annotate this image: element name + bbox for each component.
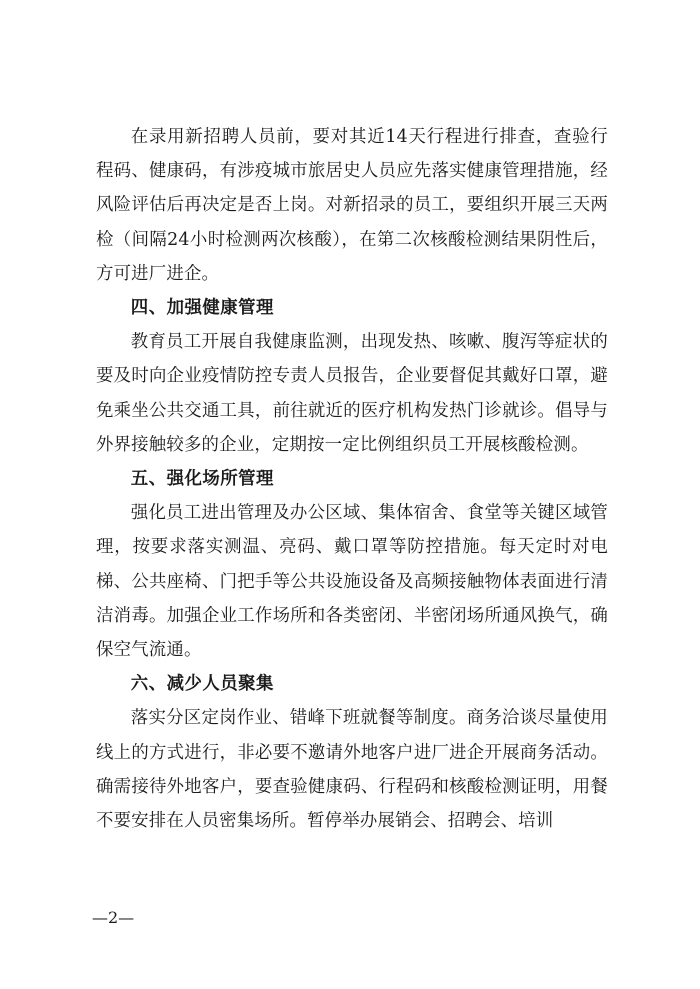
paragraph-venue-disinfection: 强化员工进出管理及办公区域、集体宿舍、食堂等关键区域管理，按要求落实测温、亮码、戴口罩等防控措施。每天定时对电梯、公共座椅、门把手等公共设施设备及高频接触物体表面进行清洁消毒。加强企业工作场所和各类密闭、半密闭场所通风换气，确保空气流通。 bbox=[96, 503, 608, 661]
section-heading-health-management: 四、加强健康管理 bbox=[130, 298, 274, 319]
document-body bbox=[96, 120, 608, 838]
paragraph-onboarding-screening: 在录用新招聘人员前，要对其近14天行程进行排查，查验行程码、健康码，有涉疫城市旅居史人员应先落实健康管理措施，经风险评估后再决定是否上岗。对新招录的员工，要组织开展三天两检（间隔24小时检测两次核酸），在第二次核酸检测结果阴性后，方可进厂进企。 bbox=[96, 127, 608, 284]
page-number: —2— bbox=[92, 908, 135, 927]
paragraph-reduce-gatherings: 落实分区定岗作业、错峰下班就餐等制度。商务洽谈尽量使用线上的方式进行，非必要不邀请外地客户进厂进企开展商务活动。确需接待外地客户，要查验健康码、行程码和核酸检测证明，用餐不要安排在人员密集场所。暂停举办展销会、招聘会、培训 bbox=[96, 708, 608, 832]
section-heading-venue-management: 五、强化场所管理 bbox=[130, 469, 274, 490]
paragraph-health-monitoring: 教育员工开展自我健康监测，出现发热、咳嗽、腹泻等症状的要及时向企业疫情防控专责人员报告，企业要督促其戴好口罩，避免乘坐公共交通工具，前往就近的医疗机构发热门诊就诊。倡导与外界接触较多的企业，定期按一定比例组织员工开展核酸检测。 bbox=[96, 332, 608, 455]
section-heading-reduce-gatherings: 六、减少人员聚集 bbox=[130, 674, 274, 695]
